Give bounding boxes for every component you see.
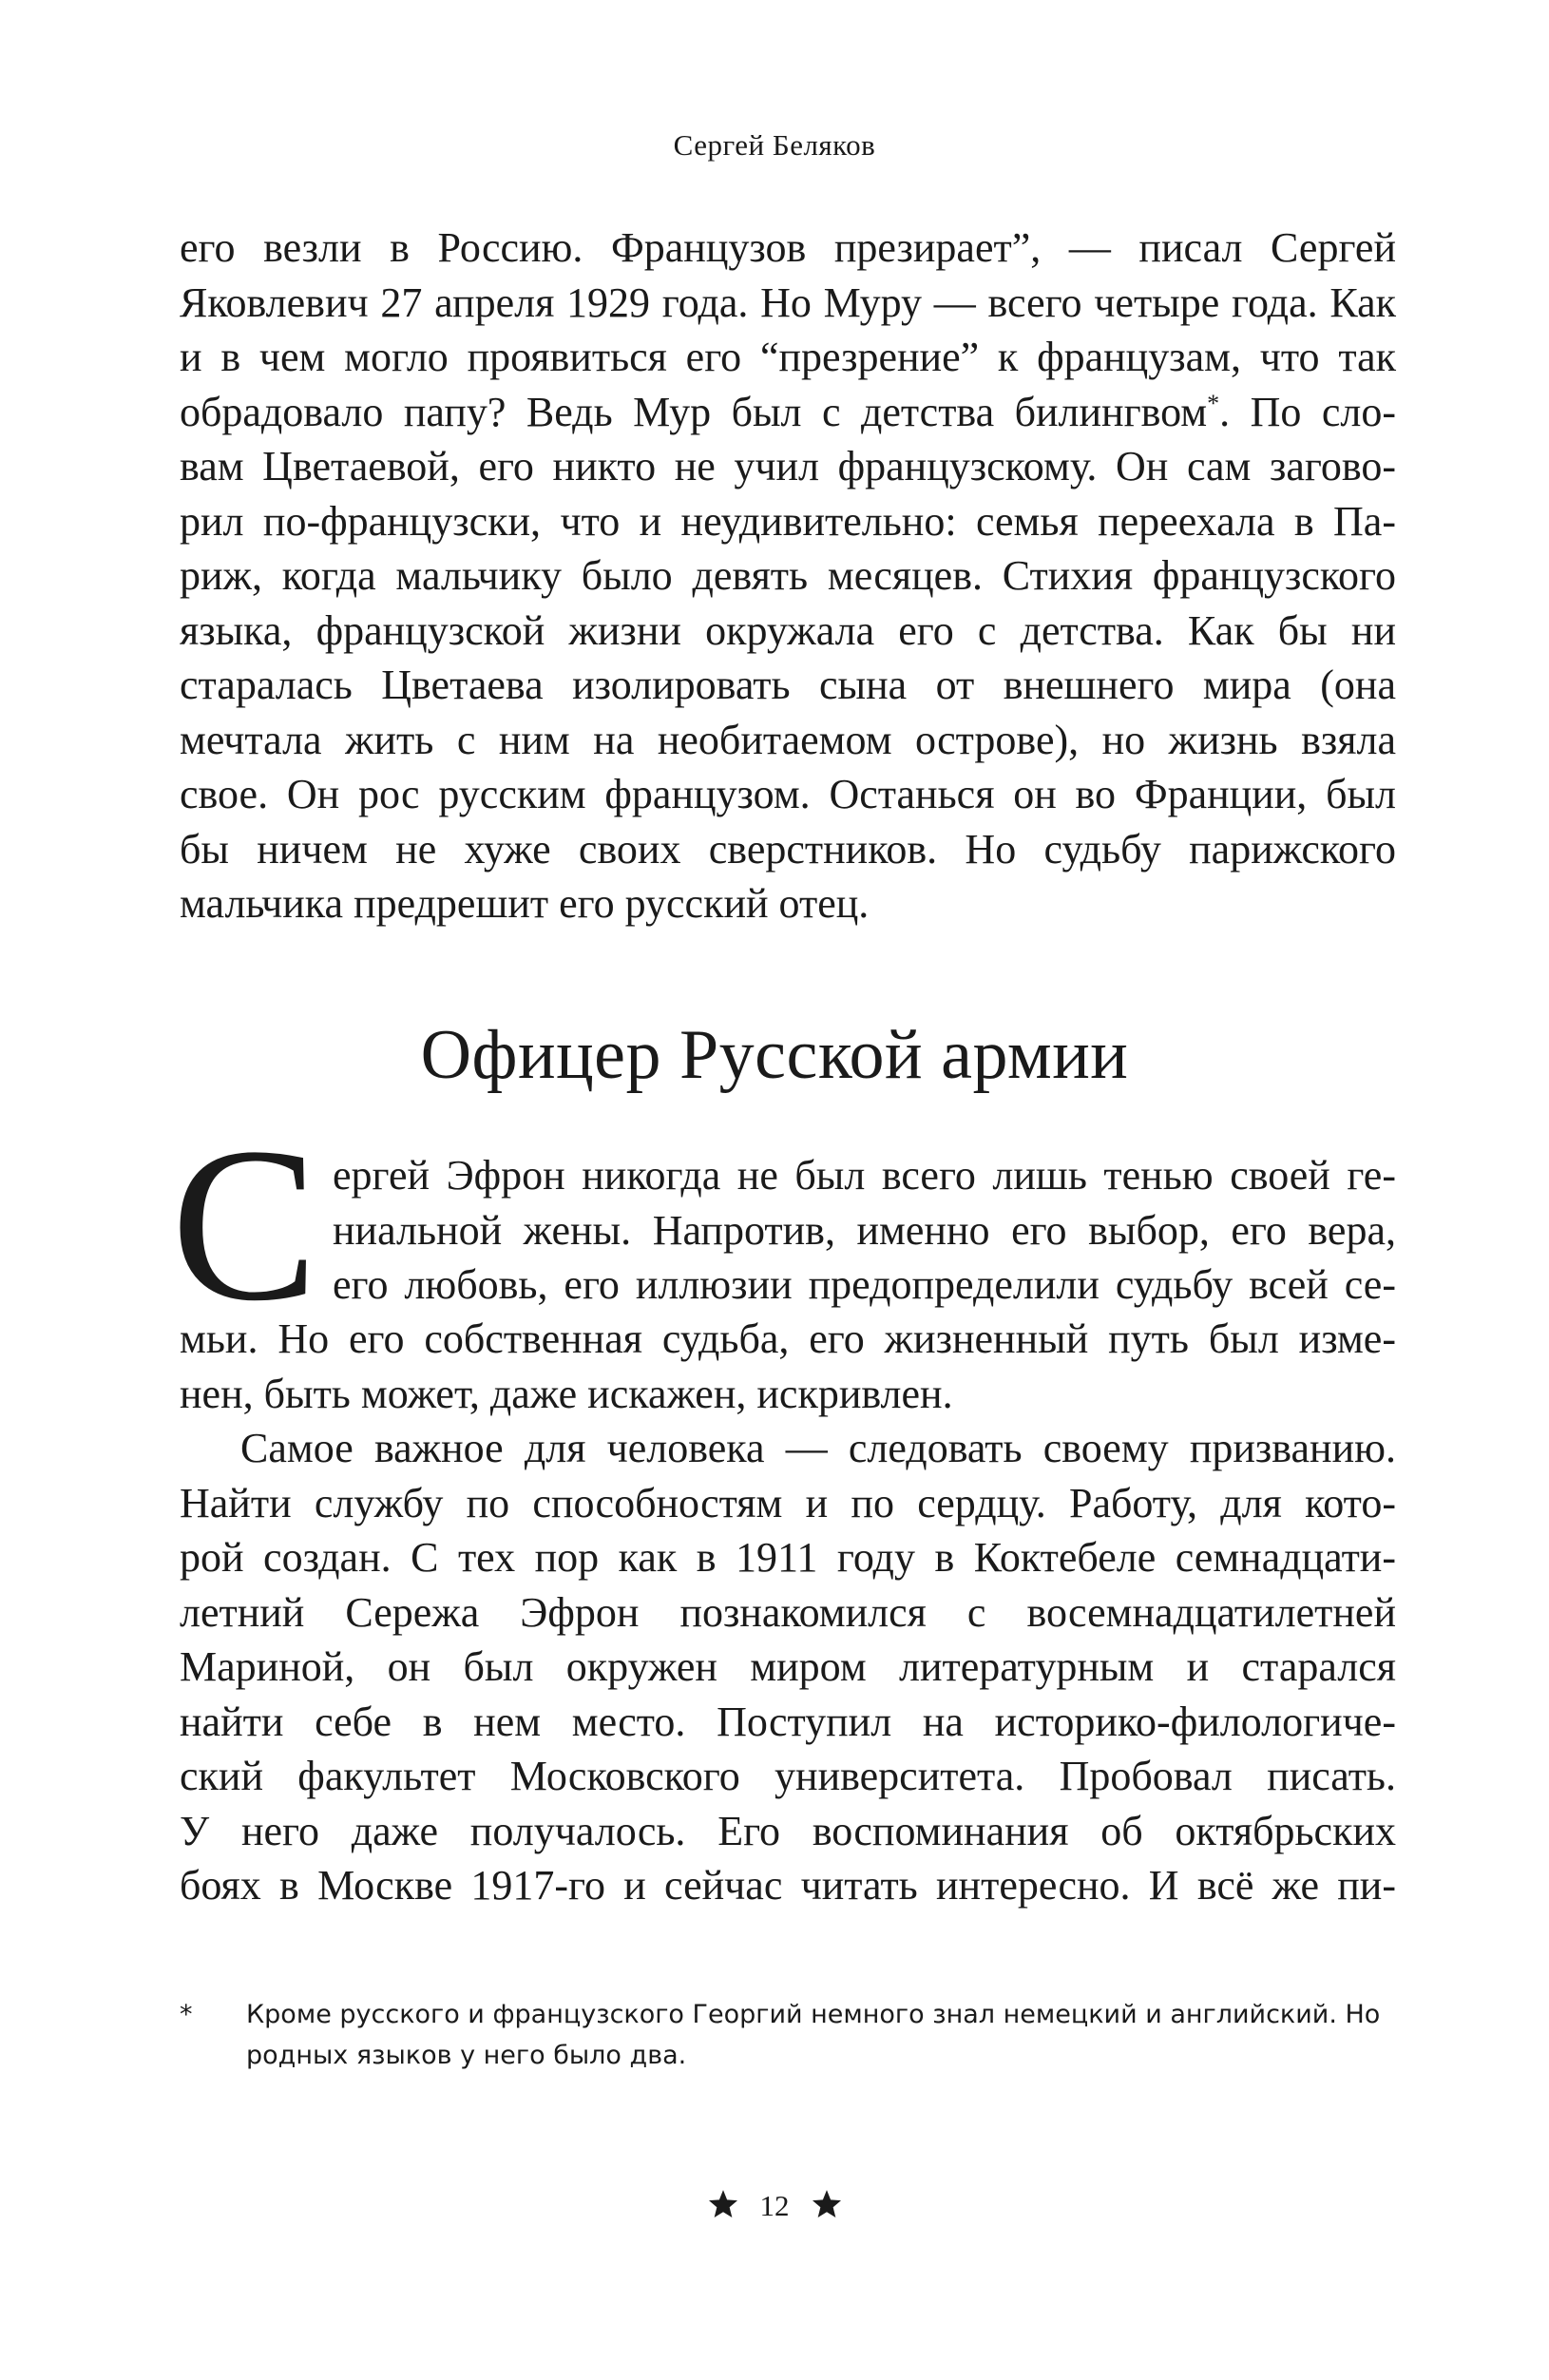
paragraph-continued: [180, 221, 1396, 931]
text-line: рой создан. С тех пор как в 1911 году в Коктебеле семнадцати-: [180, 1534, 1396, 1581]
text-line: ниальной жены. Напротив, именно его выбор, его вера,: [333, 1206, 1396, 1254]
dropcap-paragraph-lines: [333, 1148, 1396, 1313]
text-line: ергей Эфрон никогда не был всего лишь тенью своей ге-: [333, 1152, 1396, 1199]
text-line: ский факультет Московского университета. Пробовал писать.: [180, 1753, 1396, 1799]
text-line: мьи. Но его собственная судьба, его жизненный путь был изме-: [180, 1315, 1396, 1362]
footnote-line: родных языков у него было два.: [246, 2041, 687, 2070]
text-line: бы ничем не хуже своих сверстников. Но судьбу парижского: [180, 825, 1396, 873]
running-header: Сергей Беляков: [673, 128, 876, 162]
text-line: Мариной, он был окружен миром литературным и старался: [180, 1643, 1396, 1690]
text-line: рил по-французски, что и неудивительно: семья переехала в Па-: [180, 497, 1396, 545]
star-icon: [707, 2188, 739, 2220]
text-line: мальчика предрешит его русский отец.: [180, 880, 870, 927]
text-line-end: . По сло-: [1219, 388, 1396, 435]
drop-cap: С: [171, 1103, 318, 1347]
text-line: У него даже получалось. Его воспоминания об октябрьских: [180, 1807, 1396, 1854]
text-line: свое. Он рос русским французом. Останься он во Франции, был: [180, 771, 1396, 817]
text-line-start: обрадовало папу? Ведь Мур был с детства билингвом: [180, 388, 1208, 435]
footnote-text: [246, 1994, 1396, 2076]
footnote-mark: *: [180, 2000, 193, 2029]
text-line: Найти службу по способностям и по сердцу. Работу, для кото-: [180, 1479, 1396, 1526]
page-folio: [0, 2188, 1549, 2223]
text-line: найти себе в нем место. Поступил на историко-филологиче-: [180, 1698, 1396, 1745]
section-body: [180, 1312, 1396, 1913]
text-line-with-footnote: [180, 385, 1396, 440]
text-line: Яковлевич 27 апреля 1929 года. Но Муру — всего четыре года. Как: [180, 278, 1396, 326]
page-number: 12: [759, 2189, 790, 2222]
text-line: боях в Москве 1917-го и сейчас читать интересно. И всё же пи-: [180, 1862, 1396, 1909]
text-line: его любовь, его иллюзии предопределили судьбу всей се-: [333, 1261, 1396, 1308]
section-heading: Офицер Русской армии: [420, 1016, 1129, 1094]
text-line: и в чем могло проявиться его “презрение” к французам, что так: [180, 334, 1396, 380]
text-line: летний Сережа Эфрон познакомился с восемнадцатилетней: [180, 1588, 1396, 1636]
star-icon: [811, 2188, 843, 2220]
text-line: нен, быть может, даже искажен, искривлен.: [180, 1370, 953, 1417]
footnote-reference[interactable]: *: [1207, 389, 1220, 417]
text-line: старалась Цветаева изолировать сына от внешнего мира (она: [180, 662, 1396, 708]
footnote-line: Кроме русского и французского Георгий немного знал немецкий и английский. Но: [246, 2000, 1381, 2029]
text-line: риж, когда мальчику было девять месяцев. Стихия французского: [180, 552, 1396, 599]
text-line: языка, французской жизни окружала его с детства. Как бы ни: [180, 606, 1396, 654]
text-line: вам Цветаевой, его никто не учил французскому. Он сам загово-: [180, 443, 1396, 489]
text-line: мечтала жить с ним на необитаемом острове), но жизнь взяла: [180, 716, 1396, 763]
text-line: его везли в Россию. Французов презирает”, — писал Сергей: [180, 224, 1396, 271]
text-line: Самое важное для человека — следовать своему призванию.: [240, 1425, 1396, 1471]
